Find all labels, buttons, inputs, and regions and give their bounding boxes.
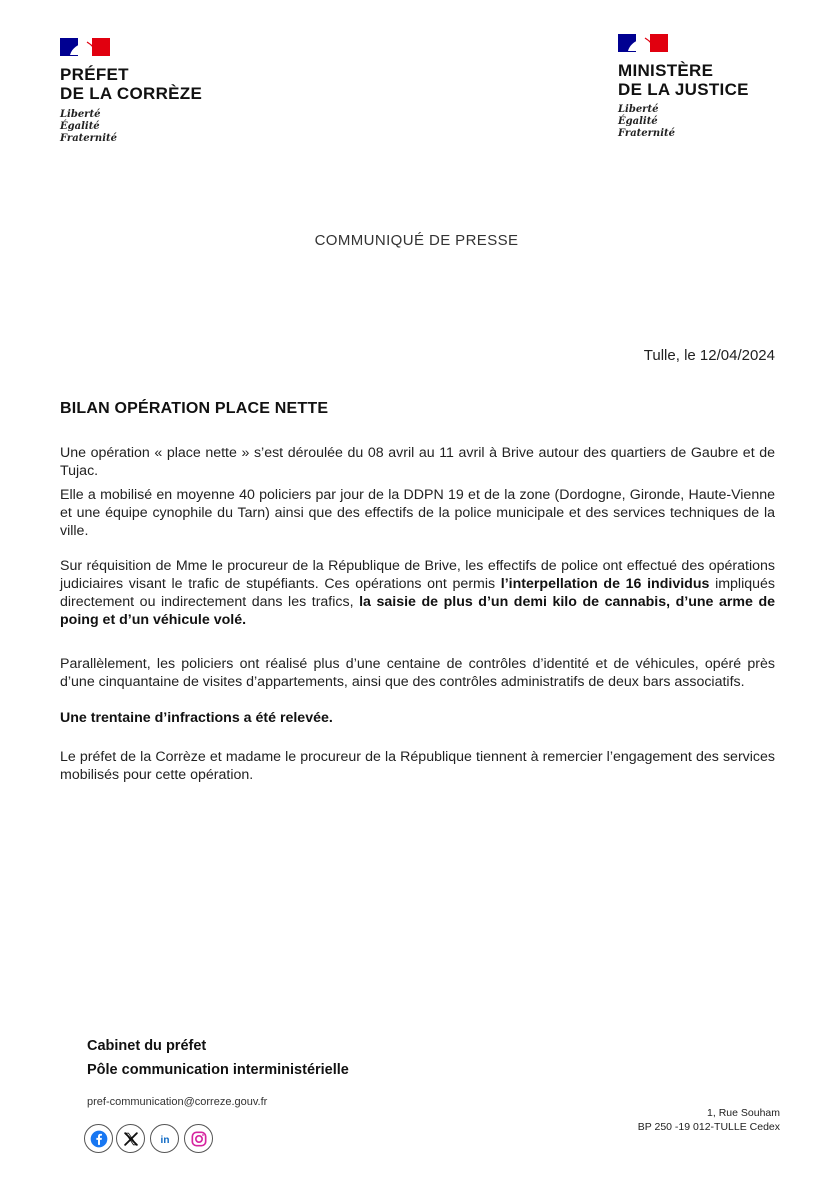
paragraph-3-text-a: Sur réquisition de Mme le procureur de la République de Brive, les effectifs de police ont effectué des opérations judiciaires visant le trafic de stupéfiants. Ces opérations ont permis (60, 558, 775, 592)
motto-fraternite: Fraternité (60, 133, 117, 144)
document-type: COMMUNIQUÉ DE PRESSE (314, 232, 519, 249)
marianne-flag-icon (618, 34, 668, 52)
motto-egalite: Égalité (60, 121, 100, 132)
marianne-flag-icon (60, 38, 110, 56)
institution-name-line2: DE LA CORRÈZE (60, 84, 203, 103)
ministry-name-line2: DE LA JUSTICE (618, 80, 749, 99)
svg-text:in: in (160, 1134, 169, 1146)
paragraph-3-bold-b: la saisie de plus d’un demi kilo de cannabis, d’une arme de poing et d’un véhicule volé. (60, 594, 775, 628)
footer-division: Pôle communication interministérielle (87, 1062, 349, 1078)
motto-egalite: Égalité (618, 116, 658, 127)
address-line-1: 1, Rue Souham (707, 1107, 780, 1119)
paragraph-1: Une opération « place nette » s’est déroulée du 08 avril au 11 avril à Brive autour des quartiers de Gaubre et de Tujac. (60, 445, 775, 479)
facebook-icon[interactable] (84, 1124, 113, 1153)
address-line-2: BP 250 -19 012-TULLE Cedex (637, 1121, 780, 1133)
motto-liberte: Liberté (618, 104, 659, 115)
x-icon[interactable] (116, 1124, 145, 1153)
motto-liberte: Liberté (60, 109, 101, 120)
paragraph-3-bold-a: l’interpellation de 16 individus (500, 576, 710, 592)
prefecture-logo (60, 38, 230, 150)
place-date: Tulle, le 12/04/2024 (643, 347, 775, 364)
institution-name-line1: PRÉFET (60, 65, 129, 84)
paragraph-4: Parallèlement, les policiers ont réalisé plus d’une centaine de contrôles d’identité et de véhicules, opéré près d’une cinquantaine de visites d’appartements, ainsi que des contrôles administratifs de deux bars associatifs. (60, 656, 775, 690)
ministry-name-line1: MINISTÈRE (618, 61, 714, 80)
instagram-icon[interactable] (184, 1124, 213, 1153)
footer-office: Cabinet du préfet (87, 1038, 207, 1054)
page-title: BILAN OPÉRATION PLACE NETTE (60, 400, 329, 417)
linkedin-icon[interactable] (150, 1124, 179, 1153)
paragraph-5: Le préfet de la Corrèze et madame le procureur de la République tiennent à remercier l’engagement des services mobilisés pour cette opération. (60, 749, 775, 783)
ministry-logo (618, 34, 778, 146)
paragraph-3 (60, 557, 775, 629)
contact-email[interactable]: pref-communication@correze.gouv.fr (87, 1096, 268, 1108)
paragraph-2: Elle a mobilisé en moyenne 40 policiers par jour de la DDPN 19 et de la zone (Dordogne, Gironde, Haute-Vienne et une équipe cynophile du Tarn) ainsi que des effectifs de la police municipale et des services techniques de la ville. (60, 487, 775, 539)
postal-address (638, 1106, 780, 1134)
paragraph-4-emphasis: Une trentaine d’infractions a été relevée. (60, 710, 333, 726)
paragraph-3-text-b: impliqués directement ou indirectement dans les trafics, (60, 576, 775, 610)
motto-fraternite: Fraternité (618, 128, 675, 139)
